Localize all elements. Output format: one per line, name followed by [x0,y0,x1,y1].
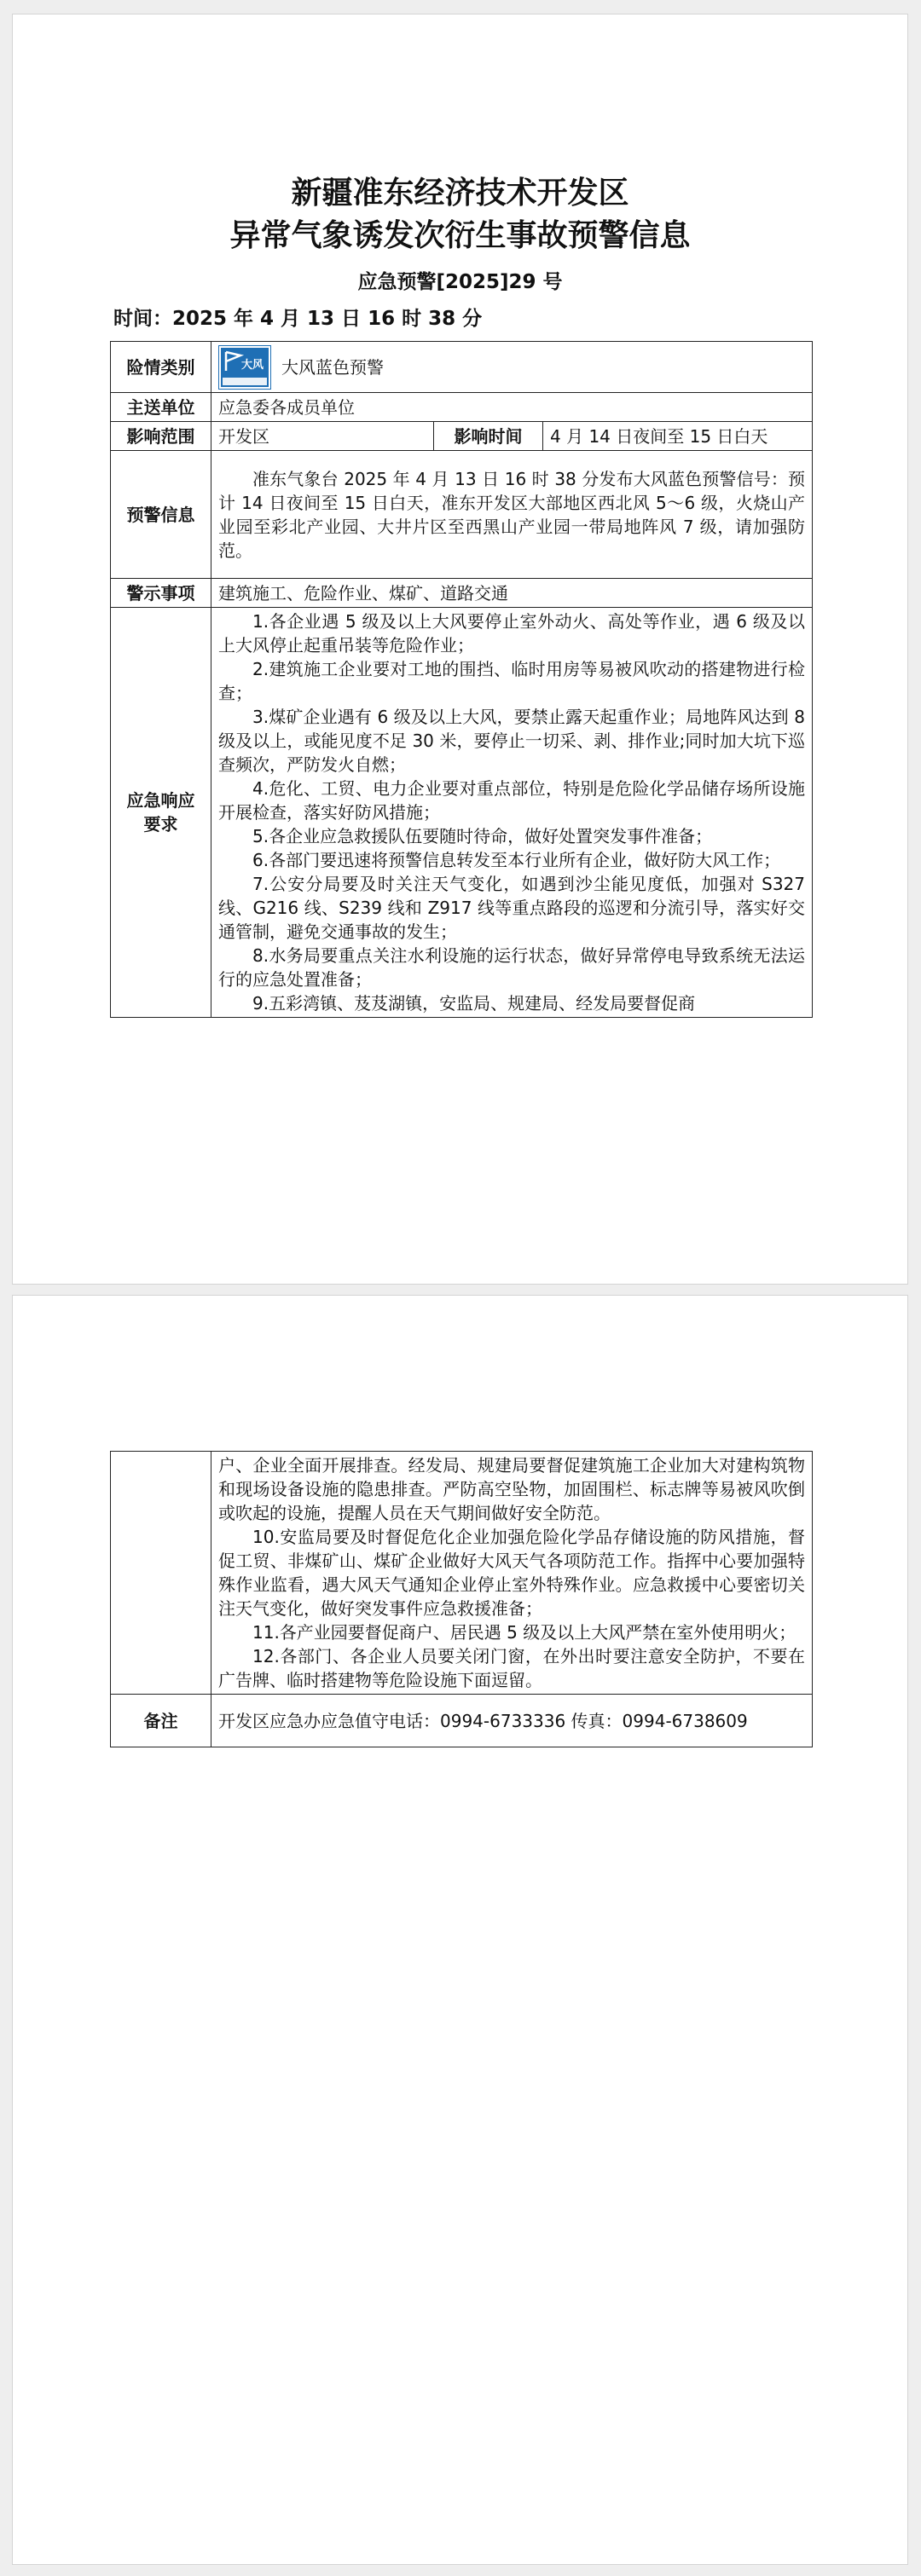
response-item: 8.水务局要重点关注水利设施的运行状态，做好异常停电导致系统无法运行的应急处置准备； [218,945,806,990]
response-items-page2 [211,1452,813,1695]
warning-table-continued [110,1451,813,1747]
row-response [111,608,813,1018]
response-label-continued [111,1452,211,1695]
response-item: 4.危化、工贸、电力企业要对重点部位，特别是危险化学品储存场所设施开展检查，落实好防风措施； [218,778,806,823]
response-item: 6.各部门要迅速将预警信息转发至本行业所有企业，做好防大风工作； [252,850,781,870]
response-item-9-continued: 户、企业全面开展排查。经发局、规建局要督促建筑施工企业加大对建构筑物和现场设备设施的隐患排查。严防高空坠物，加固围栏、标志牌等易被风吹倒或吹起的设施，提醒人员在天气期间做好安全防范。 [218,1455,805,1523]
row-hazard-type [111,342,813,393]
response-item: 5.各企业应急救援队伍要随时待命，做好处置突发事件准备； [252,826,713,846]
caution-label: 警示事项 [111,579,211,608]
response-item: 3.煤矿企业遇有 6 级及以上大风，要禁止露天起重作业；局地阵风达到 8 级及以上，或能见度不足 30 米，要停止一切采、剥、排作业;同时加大坑下巡查频次，严防发火自燃； [218,707,806,775]
document-title-line-2: 异常气象诱发次衍生事故预警信息 [229,218,691,253]
response-items-page1 [211,608,813,1018]
row-remarks [111,1695,813,1747]
response-label [111,608,211,1018]
response-label-line-2: 要求 [143,814,178,835]
row-impact [111,422,813,451]
impact-area-label: 影响范围 [111,422,211,451]
recipients-value: 应急委各成员单位 [211,393,813,422]
response-item: 9.五彩湾镇、芨芨湖镇，安监局、规建局、经发局要督促商 [252,993,696,1014]
remarks-label: 备注 [111,1695,211,1747]
impact-time-label: 影响时间 [434,422,543,451]
response-item: 1.各企业遇 5 级及以上大风要停止室外动火、高处等作业，遇 6 级及以上大风停止起重吊装等危险作业； [218,611,806,656]
warning-table [110,341,813,1018]
row-warning-info [111,451,813,579]
response-item: 11.各产业园要督促商户、居民遇 5 级及以上大风严禁在室外使用明火； [252,1622,796,1643]
caution-value: 建筑施工、危险作业、煤矿、道路交通 [211,579,813,608]
wind-blue-warning-icon [218,345,271,390]
warning-info-text: 准东气象台 2025 年 4 月 13 日 16 时 38 分发布大风蓝色预警信号：预计 14 日夜间至 15 日白天，准东开发区大部地区西北风 5～6 级，火烧山产业园至彩北产业园、大井片区至西黑山产业园一带局地阵风 7 级，请加强防范。 [218,468,806,561]
response-label-line-1: 应急响应 [126,790,195,811]
hazard-type-value: 大风蓝色预警 [281,356,384,378]
issue-time: 时间：2025 年 4 月 13 日 16 时 38 分 [113,308,483,330]
response-item: 12.各部门、各企业人员要关闭门窗，在外出时要注意安全防护，不要在广告牌、临时搭建物等危险设施下面逗留。 [218,1646,805,1690]
wind-icon-label: 大风 [240,358,264,372]
hazard-type-label: 险情类别 [111,342,211,393]
hazard-type-cell [211,342,813,393]
row-caution [111,579,813,608]
row-recipients [111,393,813,422]
response-item: 7.公安分局要及时关注天气变化，如遇到沙尘能见度低，加强对 S327 线、G216 线、S239 线和 Z917 线等重点路段的巡逻和分流引导，落实好交通管制，避免交通事故的发生； [218,874,806,942]
warning-info-label: 预警信息 [111,451,211,579]
warning-info-cell [211,451,813,579]
remarks-value: 开发区应急办应急值守电话：0994-6733336 传真：0994-6738609 [211,1695,813,1747]
impact-time-value: 4 月 14 日夜间至 15 日白天 [543,422,813,451]
document-title-line-1: 新疆准东经济技术开发区 [291,176,629,211]
response-item: 10.安监局要及时督促危化企业加强危险化学品存储设施的防风措施，督促工贸、非煤矿山、煤矿企业做好大风天气各项防范工作。指挥中心要加强特殊作业监看，遇大风天气通知企业停止室外特殊作业。应急救援中心要密切关注天气变化，做好突发事件应急救援准备； [218,1527,805,1619]
response-item: 2.建筑施工企业要对工地的围挡、临时用房等易被风吹动的搭建物进行检查； [218,659,806,703]
document-page-1 [12,14,908,1285]
document-page-2 [12,1295,908,2565]
document-number: 应急预警[2025]29 号 [357,271,563,293]
recipients-label: 主送单位 [111,393,211,422]
row-response-continued [111,1452,813,1695]
impact-area-value: 开发区 [211,422,434,451]
